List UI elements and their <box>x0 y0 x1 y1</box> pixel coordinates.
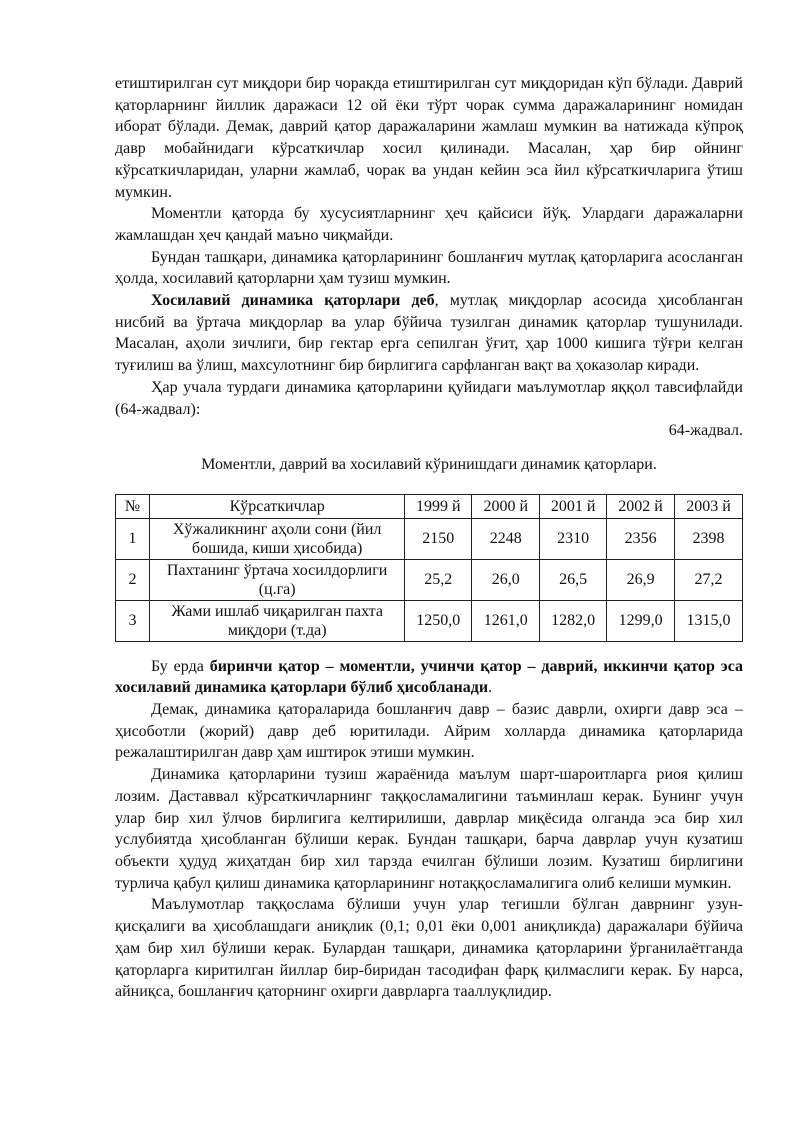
paragraph-2: Моментли қаторда бу хусусиятларнинг ҳеч қайсиси йўқ. Улардаги даражаларни жамлашдан ҳеч қандай маъно чиқмайди. <box>115 205 743 244</box>
table-cell: Хўжаликнинг аҳоли сони (йил бошида, киши ҳисобида) <box>149 518 404 559</box>
table-cell: 1282,0 <box>540 600 607 641</box>
header-cell: № <box>116 494 150 518</box>
table-cell: 1250,0 <box>405 600 472 641</box>
table-cell: 2310 <box>540 518 607 559</box>
table-cell: 1261,0 <box>472 600 540 641</box>
table-row <box>116 559 743 600</box>
paragraph-6 <box>115 656 743 699</box>
table-cell: 1299,0 <box>607 600 675 641</box>
document-page <box>115 73 743 1003</box>
paragraph-4 <box>115 290 743 377</box>
paragraph-4-text: , мутлақ миқдорлар асосида ҳисобланган нисбий ва ўртача миқдорлар ва улар бўйича тузилган динамик қаторлар тушунилади. Масалан, аҳоли зичлиги, бир гектар ерга сепилган ўғит, ҳар 1000 кишига тўғри келган туғилиш ва ўлиш, махсулотнинг бир бирлигига сарфланган вақт ва ҳоказолар киради. <box>115 292 743 375</box>
table-cell: 2248 <box>472 518 540 559</box>
table-header-row <box>116 494 743 518</box>
table-cell: 3 <box>116 600 150 641</box>
header-cell: 2000 й <box>472 494 540 518</box>
header-cell: Кўрсаткичлар <box>149 494 404 518</box>
table-row <box>116 600 743 641</box>
table-cell: 2398 <box>675 518 743 559</box>
dynamics-table <box>115 494 743 642</box>
table-cell: 26,0 <box>472 559 540 600</box>
table-cell: 2356 <box>607 518 675 559</box>
table-caption: Моментли, даврий ва хосилавий кўринишдаги динамик қаторлари. <box>201 455 657 473</box>
table-cell: 1 <box>116 518 150 559</box>
table-cell: 1315,0 <box>675 600 743 641</box>
paragraph-3: Бундан ташқари, динамика қаторларининг бошланғич мутлақ қаторларига асосланган ҳолда, хосилавий қаторларни ҳам тузиш мумкин. <box>115 248 743 288</box>
term-derived-series: Хосилавий динамика қаторлари деб <box>151 292 435 310</box>
header-cell: 2002 й <box>607 494 675 518</box>
paragraph-7: Демак, динамика қатораларида бошланғич давр – базис даврли, охирги давр эса – ҳисоботли (жорий) давр деб юритилади. Айрим холларда динамика қаторларида режалаштирилган давр ҳам иштирок этиши мумкин. <box>115 701 743 762</box>
table-cell: 25,2 <box>405 559 472 600</box>
table-row <box>116 518 743 559</box>
table-cell: Пахтанинг ўртача хосилдорлиги (ц.га) <box>149 559 404 600</box>
table-cell: Жами ишлаб чиқарилган пахта миқдори (т.да) <box>149 600 404 641</box>
paragraph-5: Ҳар учала турдаги динамика қаторларини қуйидаги маълумотлар яққол тавсифлайди (64-жадвал): <box>115 378 743 418</box>
table-cell: 26,9 <box>607 559 675 600</box>
header-cell: 1999 й <box>405 494 472 518</box>
table-cell: 2 <box>116 559 150 600</box>
header-cell: 2003 й <box>675 494 743 518</box>
table-reference: 64-жадвал. <box>668 422 743 440</box>
table-cell: 2150 <box>405 518 472 559</box>
paragraph-1: етиштирилган сут миқдори бир чоракда етиштирилган сут миқдоридан кўп бўлади. Даврий қаторларнинг йиллик даражаси 12 ой ёки тўрт чорак сумма даражаларининг номидан иборат бўлади. Демак, даврий қатор даражаларини жамлаш мумкин ва натижада кўпроқ давр мобайнидаги кўрсаткичлар хосил қилинади. Масалан, ҳар бир ойнинг кўрсаткичларидан, уларни жамлаб, чорак ва ундан кейин эса йил кўрсаткичларига ўтиш мумкин. <box>115 75 743 201</box>
table-cell: 26,5 <box>540 559 607 600</box>
paragraph-6-lead: Бу ерда <box>151 657 210 675</box>
header-cell: 2001 й <box>540 494 607 518</box>
paragraph-6-emphasis: биринчи қатор – моментли, учинчи қатор – даврий, иккинчи қатор эса хосилавий динамика қаторлари бўлиб ҳисобланади <box>115 657 743 697</box>
paragraph-8: Динамика қаторларини тузиш жараёнида маълум шарт-шароитларга риоя қилиш лозим. Даставвал кўрсаткичларнинг таққосламалигини таъминлаш керак. Бунинг учун улар бир хил ўлчов бирлигига келтирилиши, даврлар миқёсида олганда эса бир хил услубиятда ҳисобланган бўлиши керак. Бундан ташқари, барча даврлар учун кузатиш объекти ҳудуд жиҳатдан бир хил тарзда ечилган бўлиши лозим. Кузатиш бирлигини турлича қабул қилиш динамика қаторларининг нотаққосламалигига олиб келиши мумкин. <box>115 766 743 892</box>
table-cell: 27,2 <box>675 559 743 600</box>
paragraph-9: Маълумотлар таққослама бўлиши учун улар тегишли бўлган даврнинг узун-қисқалиги ва ҳисоблашдаги аниқлик (0,1; 0,01 ёки 0,001 аниқликда) даражалари бўйича ҳам бир хил бўлиши керак. Булардан ташқари, динамика қаторларини ўрганилаётганда қаторларга киритилган йиллар бир-биридан тасодифан фарқ қилмаслиги керак. Бу нарса, айниқса, бошланғич қаторнинг охирги даврларга тааллуқлидир. <box>115 896 743 1001</box>
paragraph-6-end: . <box>488 679 493 697</box>
